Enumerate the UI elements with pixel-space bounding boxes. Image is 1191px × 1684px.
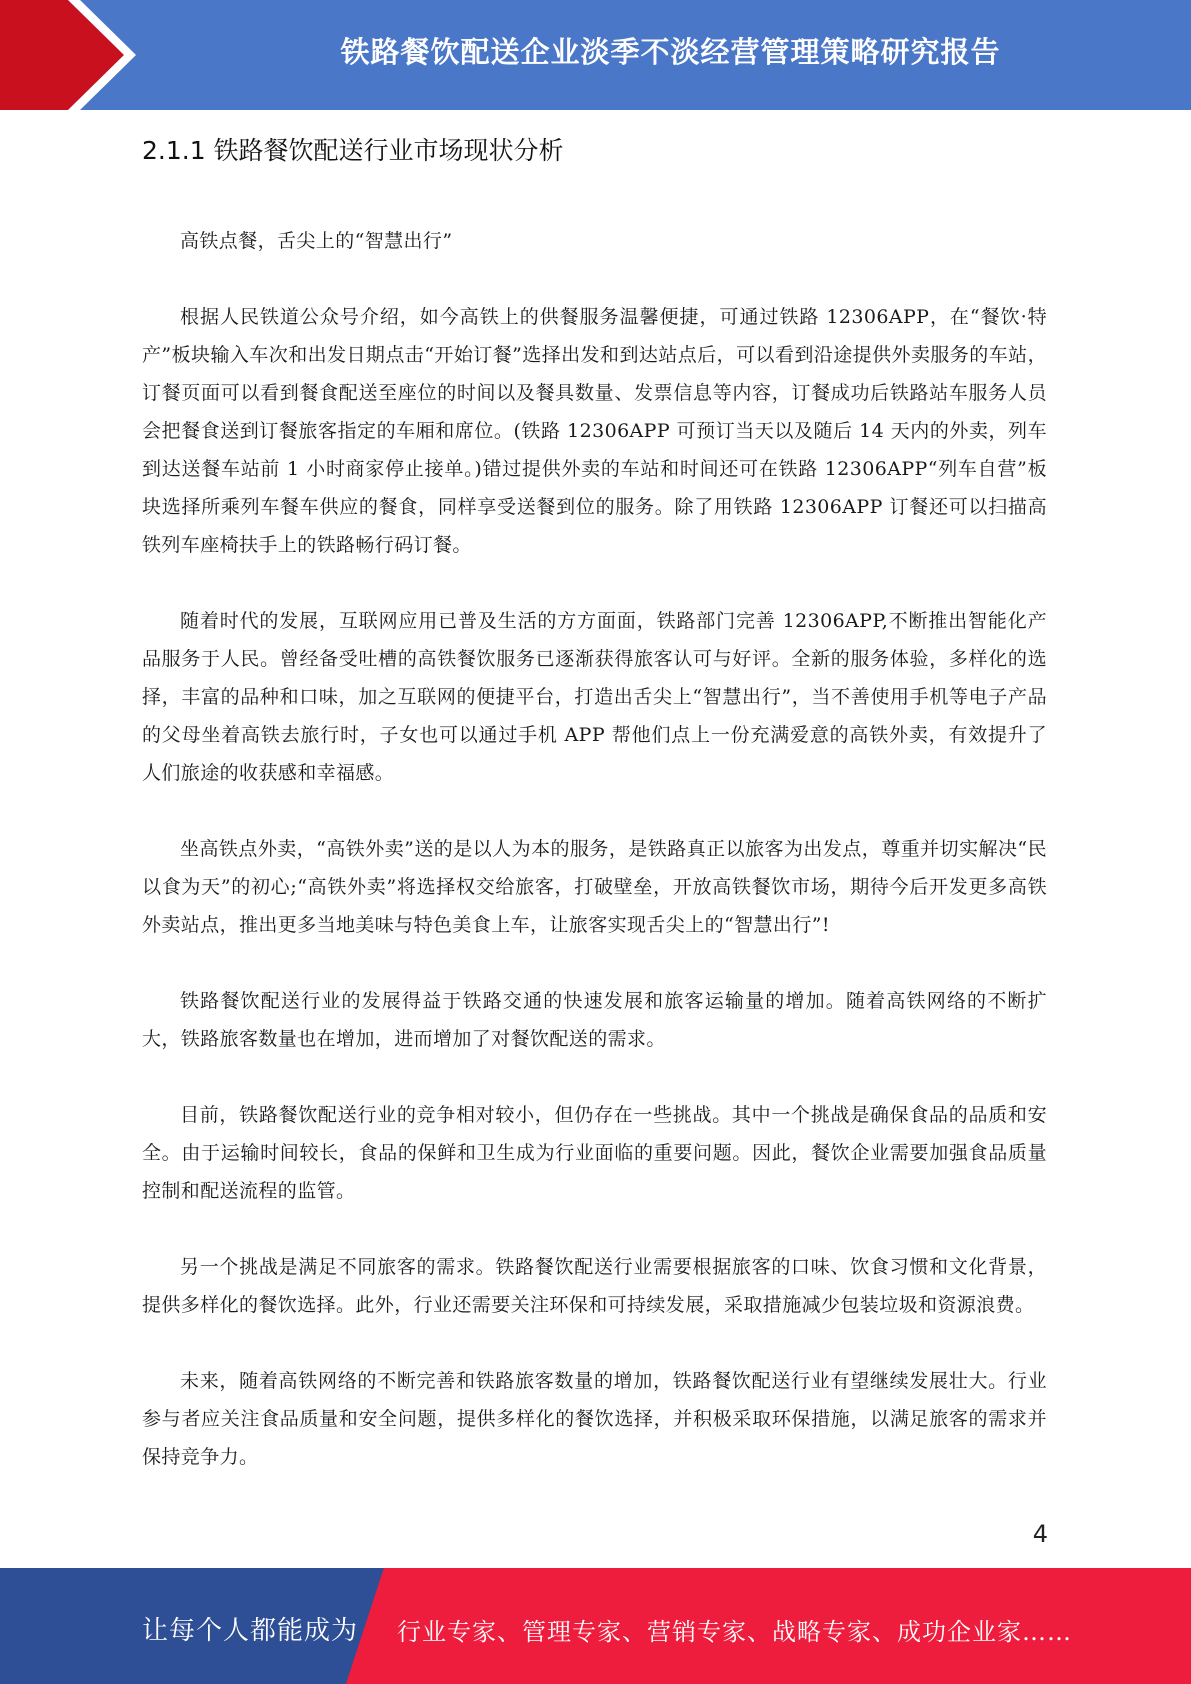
paragraph: 随着时代的发展，互联网应用已普及生活的方方面面，铁路部门完善 12306APP,不断推出智能化产品服务于人民。曾经备受吐槽的高铁餐饮服务已逐渐获得旅客认可与好评。全新的服务体验，多样化的选择，丰富的品种和口味，加之互联网的便捷平台，打造出舌尖上“智慧出行”，当不善使用手机等电子产品的父母坐着高铁去旅行时，子女也可以通过手机 APP 帮他们点上一份充满爱意的高铁外卖，有效提升了人们旅途的收获感和幸福感。 (142, 610, 1047, 784)
page-header (0, 0, 1191, 110)
report-title: 铁路餐饮配送企业淡季不淡经营管理策略研究报告 (340, 35, 1001, 69)
paragraph: 根据人民铁道公众号介绍，如今高铁上的供餐服务温馨便捷，可通过铁路 12306APP，在“餐饮·特产”板块输入车次和出发日期点击“开始订餐”选择出发和到达站点后，可以看到沿途提供外卖服务的车站，订餐页面可以看到餐食配送至座位的时间以及餐具数量、发票信息等内容，订餐成功后铁路站车服务人员会把餐食送到订餐旅客指定的车厢和席位。(铁路 12306APP 可预订当天以及随后 14 天内的外卖，列车到达送餐车站前 1 小时商家停止接单。)错过提供外卖的车站和时间还可在铁路 12306APP“列车自营”板块选择所乘列车餐车供应的餐食，同样享受送餐到位的服务。除了用铁路 12306APP 订餐还可以扫描高铁列车座椅扶手上的铁路畅行码订餐。 (142, 306, 1047, 556)
paragraph: 铁路餐饮配送行业的发展得益于铁路交通的快速发展和旅客运输量的增加。随着高铁网络的不断扩大，铁路旅客数量也在增加，进而增加了对餐饮配送的需求。 (142, 990, 1047, 1050)
header-chevron-decoration (0, 0, 160, 110)
paragraph: 另一个挑战是满足不同旅客的需求。铁路餐饮配送行业需要根据旅客的口味、饮食习惯和文化背景，提供多样化的餐饮选择。此外，行业还需要关注环保和可持续发展，采取措施减少包装垃圾和资源浪费。 (142, 1256, 1047, 1316)
paragraph: 坐高铁点外卖，“高铁外卖”送的是以人为本的服务，是铁路真正以旅客为出发点，尊重并切实解决“民以食为天”的初心;“高铁外卖”将选择权交给旅客，打破壁垒，开放高铁餐饮市场，期待今后开发更多高铁外卖站点，推出更多当地美味与特色美食上车，让旅客实现舌尖上的“智慧出行”! (142, 838, 1047, 936)
body-content (142, 222, 1047, 1514)
section-heading: 2.1.1 铁路餐饮配送行业市场现状分析 (142, 136, 564, 165)
footer-slogan-left: 让每个人都能成为 (142, 1616, 359, 1646)
paragraph: 目前，铁路餐饮配送行业的竞争相对较小，但仍存在一些挑战。其中一个挑战是确保食品的品质和安全。由于运输时间较长，食品的保鲜和卫生成为行业面临的重要问题。因此，餐饮企业需要加强食品质量控制和配送流程的监管。 (142, 1104, 1047, 1202)
paragraph-subtitle: 高铁点餐，舌尖上的“智慧出行” (180, 230, 453, 252)
paragraph: 未来，随着高铁网络的不断完善和铁路旅客数量的增加，铁路餐饮配送行业有望继续发展壮大。行业参与者应关注食品质量和安全问题，提供多样化的餐饮选择，并积极采取环保措施，以满足旅客的需求并保持竞争力。 (142, 1370, 1047, 1468)
page-footer (0, 1568, 1191, 1684)
page-number: 4 (1032, 1520, 1048, 1548)
footer-slogan-right: 行业专家、管理专家、营销专家、战略专家、成功企业家…… (397, 1618, 1072, 1646)
